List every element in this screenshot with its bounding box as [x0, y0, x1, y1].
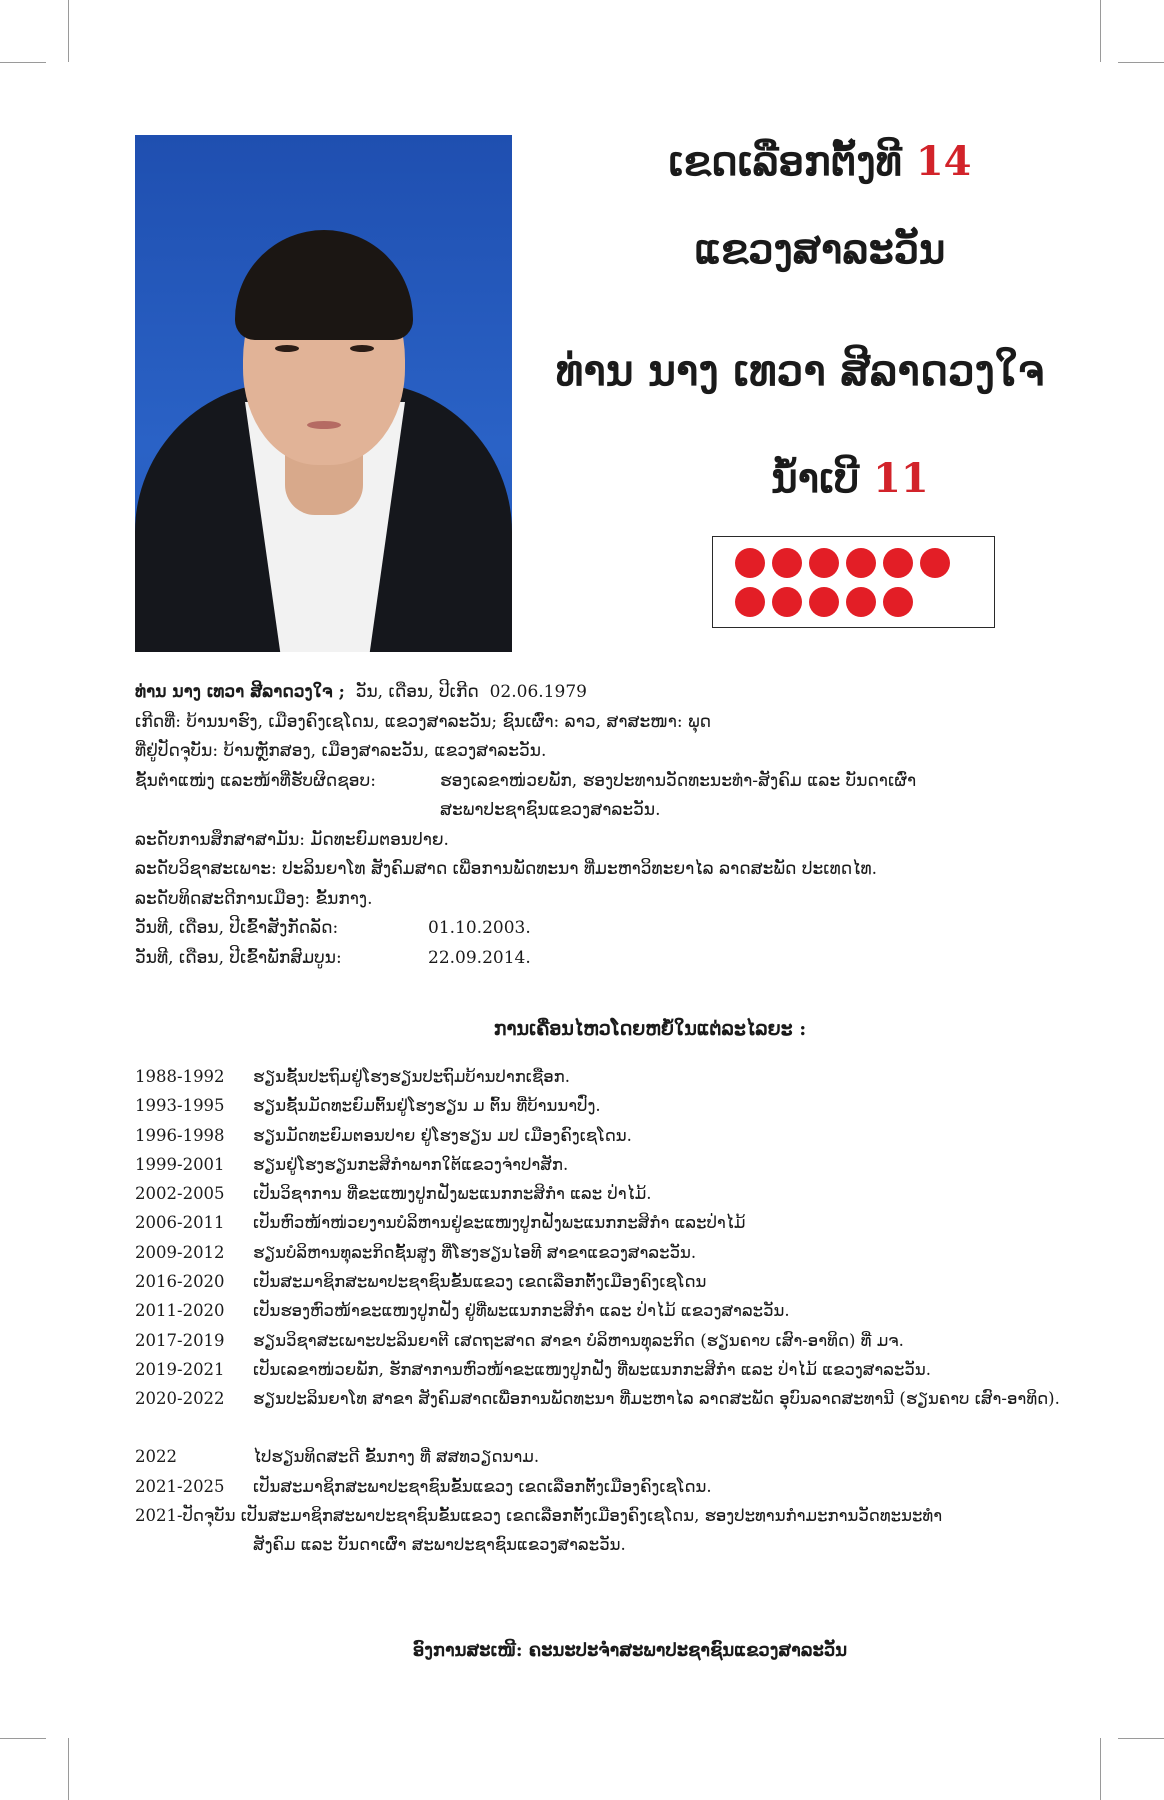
candidate-name: ທ່ານ ນາງ ເທວາ ສີລາດວງໃຈ [555, 346, 1045, 395]
ballot-dot [809, 548, 839, 578]
history-row: 1993-1995 ຮຽນຊັ້ນມັດທະຍົມຕົ້ນຢູ່ໂຮງຮຽນ ມ ຕົ້ນ ທີ່ບ້ານນາປົ່ງ. [135, 1096, 601, 1116]
history-row: 2021-ປັດຈຸບັນ ເປັນສະມາຊິກສະພາປະຊາຊົນຂັ້ນແຂວງ ເຂດເລືອກຕັ້ງເມືອງຄົງເຊໂດນ, ຮອງປະທານກໍາມະການວັດທະນະທໍາ ສັງຄົມ ແລະ ບັນດາເຜົ່າ ສະພາປະຊາຊົນແຂວງສາລະວັນ. [135, 1505, 943, 1554]
crop-mark [68, 1738, 69, 1800]
crop-mark [0, 1738, 46, 1739]
ballot-dot [772, 548, 802, 578]
ballot-dot [920, 548, 950, 578]
profile-position: ຊັ້ນຕໍາແໜ່ງ ແລະໜ້າທີ່ຮັບຜິດຊອບ: ຮອງເລຂາໜ່ວຍພັກ, ຮອງປະທານວັດທະນະທໍາ-ສັງຄົມ ແລະ ບັນດາເຜົ່າ [135, 770, 917, 791]
history-row: 1996-1998 ຮຽນມັດທະຍົມຕອນປາຍ ຢູ່ໂຮງຮຽນ ມປ ເມືອງຄົງເຊໂດນ. [135, 1125, 632, 1145]
profile-position-cont: ສະພາປະຊາຊົນແຂວງສາລະວັນ. [440, 800, 661, 820]
ballot-dot [735, 587, 765, 617]
province-title: ແຂວງສາລະວັນ [694, 226, 946, 273]
history-row: 2006-2011 ເປັນຫົວໜ້າໜ່ວຍງານບໍລິຫານຢູ່ຂະແໜງປູກຝັງພະແນກກະສິກໍາ ແລະປ່າໄມ້ [135, 1213, 746, 1233]
candidate-number: ນໍ້າເບີ 11 [771, 455, 929, 502]
profile-specialization: ລະດັບວິຊາສະເພາະ: ປະລິນຍາໂທ ສັງຄົມສາດ ເພື່ອການພັດທະນາ ທີ່ມະຫາວິທະຍາໄລ ລາດສະພັດ ປະເທດໄທ. [135, 859, 877, 879]
history-list [135, 1062, 1145, 1559]
ballot-dot [735, 548, 765, 578]
profile-party-join: ວັນທີ, ເດືອນ, ປີເຂົ້າພັກສົມບູນ: 22.09.2014. [135, 947, 531, 968]
history-row: 2022 ໄປຮຽນທິດສະດີ ຂັ້ນກາງ ທີ່ ສສທວຽດນາມ. [135, 1447, 540, 1467]
profile-political: ລະດັບທິດສະດີການເມືອງ: ຂັ້ນກາງ. [135, 888, 373, 909]
history-row: 2009-2012 ຮຽນບໍລິຫານທຸລະກິດຊັ້ນສູງ ທີ່ໂຮງຮຽນໄອທີ ສາຂາແຂວງສາລະວັນ. [135, 1242, 697, 1262]
profile-birthplace: ເກີດທີ່: ບ້ານນາຮົງ, ເມືອງຄົງເຊໂດນ, ແຂວງສາລະວັນ; ຊົນເຜົ່າ: ລາວ, ສາສະໜາ: ພຸດ [135, 711, 712, 732]
profile-info [135, 678, 1135, 973]
history-row: 1999-2001 ຮຽນຢູ່ໂຮງຮຽນກະສິກໍາພາກໃຕ້ແຂວງຈໍາປາສັກ. [135, 1154, 569, 1174]
history-row: 2021-2025 ເປັນສະມາຊິກສະພາປະຊາຊົນຂັ້ນແຂວງ ເຂດເລືອກຕັ້ງເມືອງຄົງເຊໂດນ. [135, 1476, 712, 1496]
ballot-dot [809, 587, 839, 617]
history-row: 1988-1992 ຮຽນຊັ້ນປະຖົມຢູ່ໂຮງຮຽນປະຖົມບ້ານປາກເຊືອກ. [135, 1067, 570, 1086]
profile-state-join: ວັນທີ, ເດືອນ, ປີເຂົ້າສັງກັດລັດ: 01.10.2003. [135, 918, 531, 938]
crop-mark [0, 62, 46, 63]
candidate-photo [135, 135, 512, 652]
crop-mark [1118, 62, 1164, 63]
crop-mark [1118, 1738, 1164, 1739]
history-row: 2011-2020 ເປັນຮອງຫົວໜ້າຂະແໜງປູກຝັງ ຢູ່ທີ່ພະແນກກະສິກໍາ ແລະ ປ່າໄມ້ ແຂວງສາລະວັນ. [135, 1301, 790, 1321]
history-row: 2016-2020 ເປັນສະມາຊິກສະພາປະຊາຊົນຂັ້ນແຂວງ ເຂດເລືອກຕັ້ງເມືອງຄົງເຊໂດນ [135, 1272, 707, 1292]
crop-mark [68, 0, 69, 62]
ballot-dot [772, 587, 802, 617]
footer-proposer: ອົງການສະເໜີ: ຄະນະປະຈໍາສະພາປະຊາຊົນແຂວງສາລະວັນ [412, 1640, 848, 1661]
history-row: 2002-2005 ເປັນວິຊາການ ທີ່ຂະແໜງປູກຝັງພະແນກກະສິກໍາ ແລະ ປ່າໄມ້. [135, 1184, 652, 1204]
crop-mark [1100, 1738, 1101, 1800]
crop-mark [1100, 0, 1101, 62]
profile-name-row: ທ່ານ ນາງ ເທວາ ສີລາດວງໃຈ ; ວັນ, ເດືອນ, ປີເກີດ 02.06.1979 [135, 682, 587, 702]
history-row: 2019-2021 ເປັນເລຂາໜ່ວຍພັກ, ຮັກສາການຫົວໜ້າຂະແໜງປູກຝັງ ທີ່ພະແນກກະສິກໍາ ແລະ ປ່າໄມ້ ແຂວງສາລະວັນ. [135, 1359, 931, 1379]
history-heading: ການເຄື່ອນໄຫວໂດຍຫຍໍ້ໃນແຕ່ລະໄລຍະ : [493, 1018, 807, 1040]
ballot-number-dots [712, 536, 995, 628]
ballot-dot [883, 587, 913, 617]
profile-address: ທີ່ຢູ່ປັດຈຸບັນ: ບ້ານຫຼັກສອງ, ເມືອງສາລະວັນ, ແຂວງສາລະວັນ. [135, 741, 547, 761]
constituency-title: ເຂດເລືອກຕັ້ງທີ 14 [668, 138, 972, 185]
history-row: 2017-2019 ຮຽນວິຊາສະເພາະປະລິນຍາຕີ ເສດຖະສາດ ສາຂາ ບໍລິຫານທຸລະກິດ (ຮຽນຄາບ ເສົາ-ອາທິດ) ທີ່ ມຈ. [135, 1330, 904, 1350]
ballot-dot [846, 548, 876, 578]
history-row: 2020-2022 ຮຽນປະລິນຍາໂທ ສາຂາ ສັງຄົມສາດເພື່ອການພັດທະນາ ທີ່ມະຫາໄລ ລາດສະພັດ ອຸບົນລາດສະທານີ (ຮຽນຄາບ ເສົາ-ອາທິດ). [135, 1389, 1060, 1409]
profile-education: ລະດັບການສຶກສາສາມັນ: ມັດທະຍົມຕອນປາຍ. [135, 829, 449, 850]
ballot-dot [883, 548, 913, 578]
ballot-dot [846, 587, 876, 617]
